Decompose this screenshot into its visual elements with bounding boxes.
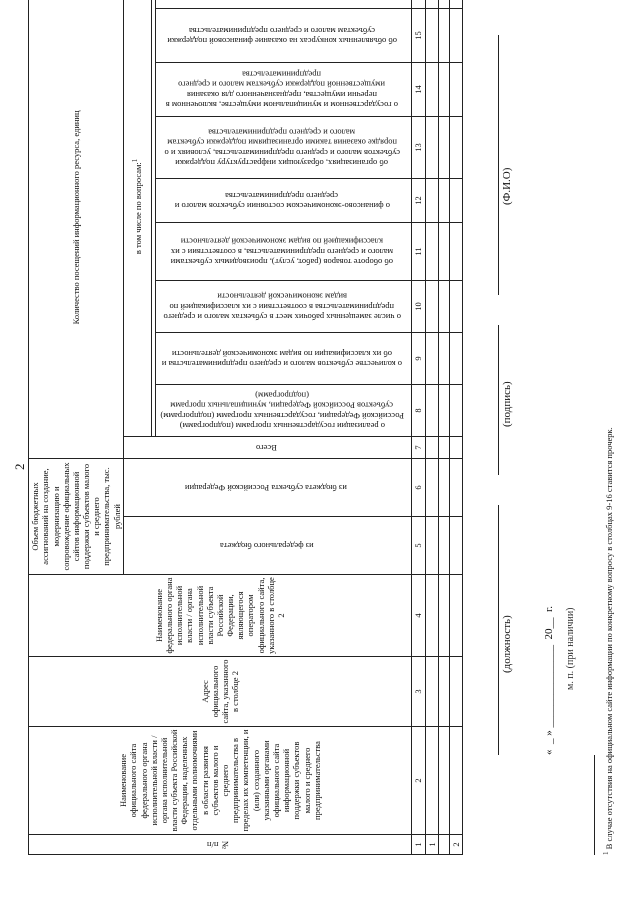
col-turnover-header: об обороте товаров (работ, услуг), производимых субъектами малого и среднего предпринимательства, в соответствии с их классификацией по видам экономической деятельности	[156, 223, 412, 281]
col-number: 9	[412, 333, 426, 385]
including-header: в том числе по вопросам:$^1$	[124, 0, 152, 437]
col-number: 13	[412, 117, 426, 179]
col-number: 12	[412, 179, 426, 223]
col-number: 8	[412, 385, 426, 437]
row-number: 1	[426, 835, 439, 855]
col-number	[412, 0, 426, 9]
col-number: 2	[412, 727, 426, 835]
report-table	[28, 0, 463, 855]
col-programs-header: о реализации государственных программ (подпрограмм) Российской Федерации, государственных программ (подпрограмм) субъектов Российской Федерации, муниципальных программ (подпрограмм)	[156, 385, 412, 437]
col-number: 1	[412, 835, 426, 855]
col-regional-budget-header: из бюджета субъекта Российской Федерации	[124, 459, 412, 517]
position-label: (должность)	[501, 615, 513, 673]
footnote: $^1$ В случае отсутствия на официальном сайте информации по конкретному вопросу в столбцах 9-16 ставится прочерк.	[602, 427, 614, 855]
col-federal-budget-header: из федерального бюджета	[124, 517, 412, 575]
col-name-header: Наименование официального сайта федерального органа исполнительной власти / органа исполнительной власти субъекта Российской Федерации, наделенных отдельными полномочиями в области развития субъектов малого и среднего предпринимательства в пределах их компетенции, и (или) созданного указанными органами официального сайта информационной поддержки субъектов малого и среднего предпринимательства	[29, 727, 412, 835]
col-number: 7	[412, 437, 426, 459]
col-number: 3	[412, 657, 426, 727]
col-number: 11	[412, 223, 426, 281]
page-number: 2	[12, 463, 27, 470]
col-budget-group-header: Объем бюджетных ассигнований на создание, модернизацию и сопровождение официальных сайтов информационной поддержки субъектов малого и среднего предпринимательства, тыс. рублей	[29, 459, 124, 575]
col-number: 10	[412, 281, 426, 333]
col-finance-header: о финансово-экономическом состоянии субъектов малого и среднего предпринимательства	[156, 179, 412, 223]
signature-label: (подпись)	[501, 381, 513, 427]
stamp-note: м. п. (при наличии)	[565, 607, 576, 690]
col-contests-header: об объявленных конкурсах на оказание финансовой поддержки субъектам малого и среднего предпринимательства	[156, 9, 412, 63]
col-property-header: о государственном и муниципальном имуществе, включенном в перечни имущества, предназначенного для оказания имущественной поддержки субъектам малого и среднего предпринимательства	[156, 63, 412, 117]
col-number: 6	[412, 459, 426, 517]
col-number: 14	[412, 63, 426, 117]
col-other-header	[156, 0, 412, 9]
fio-label: (Ф.И.О)	[501, 167, 513, 205]
col-operator-header: Наименование федерального органа исполнительной власти / органа исполнительной власти субъекта Российской Федерации, являющегося оператором официального сайта, указанного в столбце 2	[29, 575, 412, 657]
table-row	[439, 0, 450, 855]
col-no-header: № п/п	[29, 835, 412, 855]
col-jobs-header: о числе замещенных рабочих мест в субъектах малого и среднего предпринимательства в соответствии с их классификацией по видам экономической деятельности	[156, 281, 412, 333]
col-address-header: Адрес официального сайта, указанного в столбце 2	[29, 657, 412, 727]
table-row	[450, 0, 463, 855]
col-number: 15	[412, 9, 426, 63]
col-infrastructure-header: об организациях, образующих инфраструктуру поддержки субъектов малого и среднего предпринимательства, условиях и о порядке оказания такими организациями поддержки субъектам малого и среднего предпринимательства	[156, 117, 412, 179]
table-row	[426, 0, 439, 855]
row-number: 2	[450, 835, 463, 855]
col-total-header: Всего	[124, 437, 412, 459]
col-number: 5	[412, 517, 426, 575]
date-line: « _ » _______________ 20__ г.	[543, 605, 555, 755]
col-visits-group-header: Количество посещений информационного ресурса, единиц	[29, 0, 124, 459]
col-sme-count-header: о количестве субъектов малого и среднего предпринимательства и об их классификации по видам экономической деятельности	[156, 333, 412, 385]
col-number: 4	[412, 575, 426, 657]
